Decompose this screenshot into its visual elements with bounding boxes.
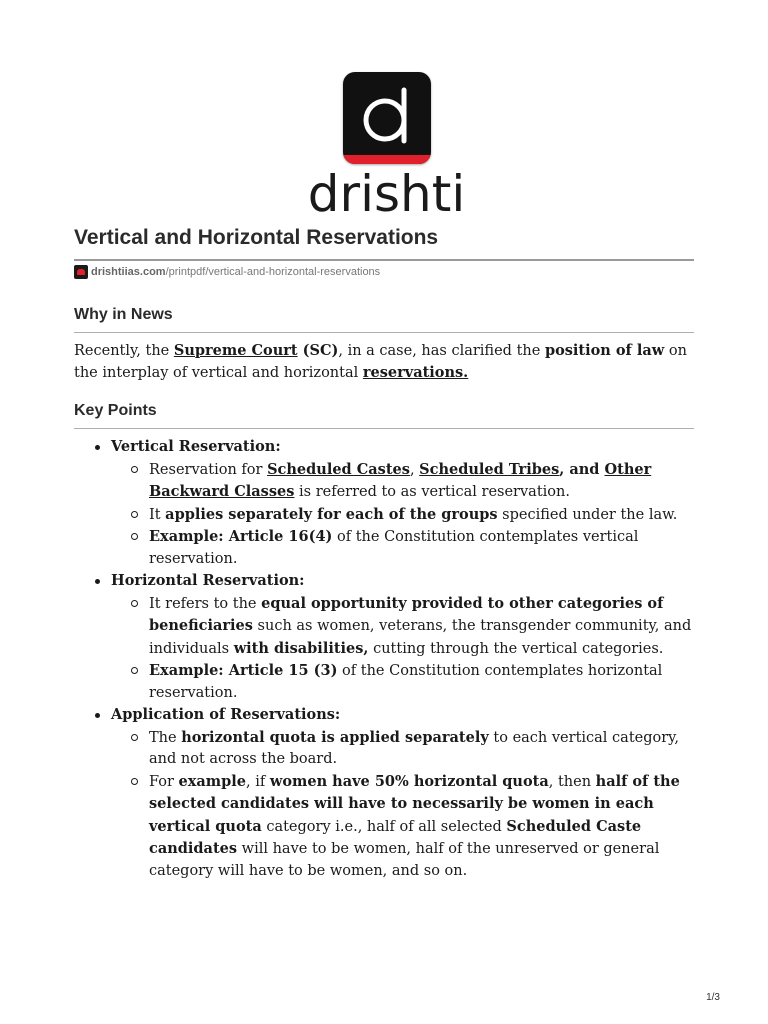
reservations-link[interactable]: reservations. xyxy=(362,364,469,381)
list-item-label: Application of Reservations: xyxy=(111,706,341,723)
obc-link[interactable]: Other Backward Classes xyxy=(149,460,652,500)
sub-list-item: For example, if women have 50% horizontal quota, then half of the selected candidates will have to necessarily be women in each vertical quota category i.e., half of all selected Scheduled Caste candidates will have to be women, half of the unreserved or general category will have to be women, and so on. xyxy=(111,771,704,883)
sub-list-item: Reservation for Scheduled Castes, Scheduled Tribes, and Other Backward Classes is referred to as vertical reservation. xyxy=(111,459,704,504)
source-link[interactable] xyxy=(74,265,380,279)
drishti-logo xyxy=(307,72,466,223)
page-title: Vertical and Horizontal Reservations xyxy=(74,226,439,249)
list-item-label: Horizontal Reservation: xyxy=(111,572,305,589)
logo-wordmark: drishti xyxy=(307,165,466,223)
sub-list-item: The horizontal quota is applied separately to each vertical category, and not across the board. xyxy=(111,727,704,771)
sub-list-item: Example: Article 15 (3) of the Constitution contemplates horizontal reservation. xyxy=(111,660,704,704)
logo-red-bar xyxy=(343,155,431,164)
title-divider xyxy=(74,259,694,261)
list-item xyxy=(74,436,704,570)
why-in-news-paragraph: Recently, the Supreme Court (SC), in a case, has clarified the position of law on the interplay of vertical and horizontal reservations. xyxy=(74,342,687,381)
source-path: /printpdf/vertical-and-horizontal-reservations xyxy=(165,266,381,278)
section-divider xyxy=(74,332,694,333)
key-points-list xyxy=(74,436,704,882)
scheduled-castes-link[interactable]: Scheduled Castes xyxy=(267,460,410,478)
sub-list-item: Example: Article 16(4) of the Constitution contemplates vertical reservation. xyxy=(111,526,704,570)
supreme-court-link[interactable]: Supreme Court xyxy=(173,342,298,359)
section-heading-key-points: Key Points xyxy=(74,402,157,419)
letter-d-icon xyxy=(343,72,431,164)
list-item xyxy=(74,704,704,882)
source-domain: drishtiias.com xyxy=(91,266,166,278)
sub-list-item: It refers to the equal opportunity provided to other categories of beneficiaries such as women, veterans, the transgender community, and individuals with disabilities, cutting through the vertical categories. xyxy=(111,593,704,661)
sub-list-item: It applies separately for each of the groups specified under the law. xyxy=(111,504,704,527)
scheduled-tribes-link[interactable]: Scheduled Tribes xyxy=(419,460,560,478)
drishti-favicon-icon xyxy=(74,265,88,279)
page-indicator: 1/3 xyxy=(706,992,720,1003)
section-heading-why-in-news: Why in News xyxy=(74,306,173,323)
section-divider xyxy=(74,428,694,429)
list-item-label: Vertical Reservation: xyxy=(111,438,281,455)
drishti-logo-mark xyxy=(343,72,431,164)
list-item xyxy=(74,570,704,704)
